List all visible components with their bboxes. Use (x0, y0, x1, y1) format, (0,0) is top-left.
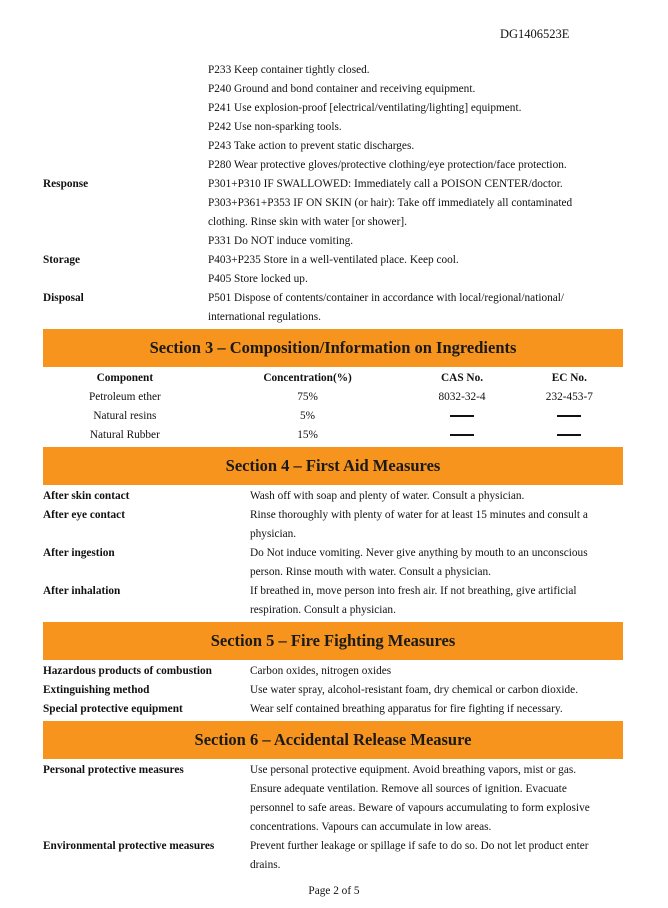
item-value (250, 681, 623, 700)
table-cell: 232-453-7 (545, 391, 593, 403)
column-header: Component (96, 372, 154, 384)
statement-text: P331 Do NOT induce vomiting. (208, 235, 354, 247)
statement-text: P242 Use non-sparking tools. (208, 121, 342, 133)
value-line: Carbon oxides, nitrogen oxides (250, 665, 392, 677)
list-item (43, 506, 623, 544)
value-line: Do Not induce vomiting. Never give anything by mouth to an unconscious (250, 547, 588, 559)
value-line: respiration. Consult a physician. (250, 604, 396, 616)
item-label: Personal protective measures (43, 764, 184, 776)
list-item (43, 487, 623, 506)
section-3-header: Section 3 – Composition/Information on Ingredients (43, 329, 623, 367)
statement-group-label: Disposal (43, 292, 84, 304)
value-line: Use personal protective equipment. Avoid breathing vapors, mist or gas. (250, 764, 577, 776)
table-cell: 15% (297, 429, 318, 441)
page-number: Page 2 of 5 (308, 885, 360, 897)
item-label: After inhalation (43, 585, 121, 597)
value-line: Use water spray, alcohol-resistant foam, dry chemical or carbon dioxide. (250, 684, 579, 696)
statement-text: P233 Keep container tightly closed. (208, 64, 370, 76)
statement-text: P243 Take action to prevent static discharges. (208, 140, 415, 152)
statement-row (43, 61, 623, 80)
list-item (43, 662, 623, 681)
statement-group-label (43, 61, 208, 80)
list-item (43, 544, 623, 582)
dash-placeholder (450, 434, 474, 436)
dash-placeholder (450, 415, 474, 417)
statement-row (43, 156, 623, 175)
statement-text: international regulations. (208, 311, 321, 323)
value-line: person. Rinse mouth with water. Consult a physician. (250, 566, 491, 578)
section-4-header: Section 4 – First Aid Measures (43, 447, 623, 485)
list-item (43, 582, 623, 620)
ingredients-table (43, 369, 623, 445)
document-id: DG1406523E (500, 27, 570, 41)
statement-row (43, 270, 623, 289)
statement-row (43, 194, 623, 213)
item-label: Environmental protective measures (43, 840, 215, 852)
item-value (250, 506, 623, 544)
table-cell (408, 426, 515, 445)
list-item (43, 681, 623, 700)
table-cell: Natural resins (93, 410, 157, 422)
item-label: After ingestion (43, 547, 115, 559)
fire-fighting-list (43, 662, 623, 719)
list-item (43, 837, 623, 875)
table-cell (408, 407, 515, 426)
section-6-header: Section 6 – Accidental Release Measure (43, 721, 623, 759)
value-line: If breathed in, move person into fresh air. If not breathing, give artificial (250, 585, 577, 597)
table-cell (516, 426, 623, 445)
table-cell: Natural Rubber (89, 429, 160, 441)
accidental-release-list (43, 761, 623, 875)
statement-group-label (43, 308, 208, 327)
table-row (43, 426, 623, 445)
statement-group-label (43, 232, 208, 251)
statement-group-label: Storage (43, 254, 81, 266)
statement-row (43, 99, 623, 118)
statement-text: P301+P310 IF SWALLOWED: Immediately call a POISON CENTER/doctor. (208, 178, 563, 190)
statement-group-label: Response (43, 178, 89, 190)
statement-text: P280 Wear protective gloves/protective clothing/eye protection/face protection. (208, 159, 567, 171)
table-cell (516, 407, 623, 426)
statement-group-label (43, 156, 208, 175)
statement-group-label (43, 213, 208, 232)
statement-row (43, 80, 623, 99)
item-label: Extinguishing method (43, 684, 150, 696)
value-line: concentrations. Vapours can accumulate in low areas. (250, 821, 492, 833)
statement-row (43, 118, 623, 137)
statement-group-label (43, 194, 208, 213)
statement-row (43, 289, 623, 308)
statement-row (43, 213, 623, 232)
statement-row (43, 175, 623, 194)
item-value (250, 487, 623, 506)
value-line: Wear self contained breathing apparatus for fire fighting if necessary. (250, 703, 563, 715)
item-label: Special protective equipment (43, 703, 183, 715)
list-item (43, 761, 623, 837)
column-header: Concentration(%) (263, 372, 352, 384)
column-header: CAS No. (441, 372, 484, 384)
statement-text: P241 Use explosion-proof [electrical/ventilating/lighting] equipment. (208, 102, 522, 114)
value-line: physician. (250, 528, 297, 540)
item-label: After skin contact (43, 490, 130, 502)
table-row (43, 407, 623, 426)
value-line: personnel to safe areas. Beware of vapours accumulating to form explosive (250, 802, 590, 814)
statement-group-label (43, 80, 208, 99)
item-label: After eye contact (43, 509, 125, 521)
table-row (43, 388, 623, 407)
value-line: Wash off with soap and plenty of water. Consult a physician. (250, 490, 525, 502)
column-header: EC No. (551, 372, 587, 384)
statement-text: P405 Store locked up. (208, 273, 308, 285)
statement-text: P403+P235 Store in a well-ventilated place. Keep cool. (208, 254, 459, 266)
dash-placeholder (557, 415, 581, 417)
item-value (250, 837, 623, 875)
statement-text: clothing. Rinse skin with water [or shower]. (208, 216, 407, 228)
statement-text: P240 Ground and bond container and receiving equipment. (208, 83, 476, 95)
precautionary-statements (43, 61, 623, 327)
statement-group-label (43, 137, 208, 156)
list-item (43, 700, 623, 719)
statement-group-label (43, 118, 208, 137)
table-cell: Petroleum ether (88, 391, 161, 403)
section-5-header: Section 5 – Fire Fighting Measures (43, 622, 623, 660)
statement-text: P303+P361+P353 IF ON SKIN (or hair): Take off immediately all contaminated (208, 197, 573, 209)
item-label: Hazardous products of combustion (43, 665, 212, 677)
item-value (250, 662, 623, 681)
item-value (250, 582, 623, 620)
first-aid-list (43, 487, 623, 620)
dash-placeholder (557, 434, 581, 436)
item-value (250, 761, 623, 837)
statement-row (43, 308, 623, 327)
table-cell: 8032-32-4 (438, 391, 486, 403)
value-line: Ensure adequate ventilation. Remove all sources of ignition. Evacuate (250, 783, 567, 795)
document-content (43, 61, 623, 875)
value-line: drains. (250, 859, 281, 871)
value-line: Rinse thoroughly with plenty of water for at least 15 minutes and consult a (250, 509, 588, 521)
statement-row (43, 137, 623, 156)
statement-row (43, 251, 623, 270)
item-value (250, 544, 623, 582)
item-value (250, 700, 623, 719)
table-cell: 5% (300, 410, 316, 422)
statement-text: P501 Dispose of contents/container in accordance with local/regional/national/ (208, 292, 565, 304)
statement-row (43, 232, 623, 251)
statement-group-label (43, 99, 208, 118)
statement-group-label (43, 270, 208, 289)
value-line: Prevent further leakage or spillage if safe to do so. Do not let product enter (250, 840, 589, 852)
table-cell: 75% (297, 391, 318, 403)
